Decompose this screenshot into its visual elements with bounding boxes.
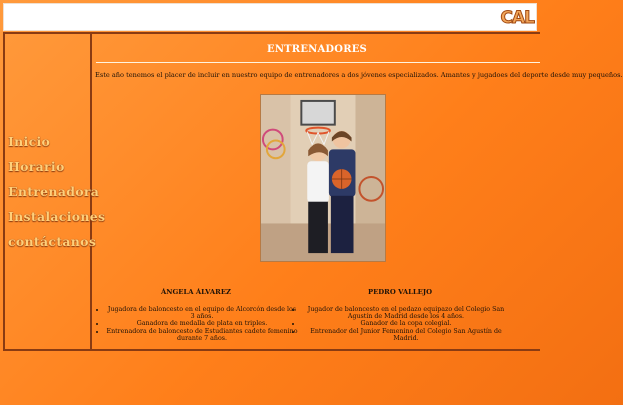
list-item: • Jugadora de baloncesto en el equipo de Alcorcón desde los 3 años. bbox=[106, 306, 298, 320]
list-item: • Jugador de baloncesto en el pedazo equipazo del Colegio San Agustín de Madrid desde los 4 años. bbox=[302, 306, 510, 320]
top-header-bar bbox=[3, 3, 537, 31]
sidebar-item-entrenadora[interactable]: Entrenadora bbox=[8, 184, 100, 199]
coach-name: ÁNGELA ÁLVAREZ bbox=[161, 288, 231, 296]
content-frame bbox=[3, 32, 623, 351]
sidebar-item-contactanos[interactable]: contáctanos bbox=[8, 234, 97, 249]
site-logo[interactable]: CAL bbox=[500, 8, 534, 28]
list-item: • Entrenador del Junior Femenino del Colegio San Agustín de Madrid. bbox=[302, 328, 510, 342]
sidebar-item-horario[interactable]: Horario bbox=[8, 159, 65, 174]
list-item: • Entrenadora de baloncesto de Estudiantes cadete femenino durante 7 años. bbox=[106, 328, 298, 342]
list-item: • Ganadora de medalla de plata en triples. bbox=[106, 320, 298, 327]
coaches-photo bbox=[260, 94, 386, 262]
page-title: ENTRENADORES bbox=[267, 44, 367, 55]
list-item: • Ganador de la copa colegial. bbox=[302, 320, 510, 327]
intro-paragraph: Este año tenemos el placer de incluir en nuestro equipo de entrenadores a dos jóvenes especializados. Amantes y jugadoes del deporte desde muy pequeños. bbox=[95, 71, 623, 79]
sidebar bbox=[5, 34, 106, 349]
main-content bbox=[94, 34, 623, 349]
coach-name: PEDRO VALLEJO bbox=[367, 288, 433, 296]
title-divider bbox=[96, 62, 540, 63]
coach-card-pedro bbox=[290, 288, 510, 342]
sidebar-item-inicio[interactable]: Inicio bbox=[8, 134, 51, 149]
coach-achievements-list bbox=[290, 306, 510, 342]
coaches-photo-illustration bbox=[261, 95, 385, 261]
coach-achievements-list bbox=[94, 306, 298, 342]
sidebar-nav bbox=[8, 134, 105, 259]
sidebar-item-instalaciones[interactable]: Instalaciones bbox=[8, 209, 106, 224]
coach-card-angela bbox=[94, 288, 298, 342]
